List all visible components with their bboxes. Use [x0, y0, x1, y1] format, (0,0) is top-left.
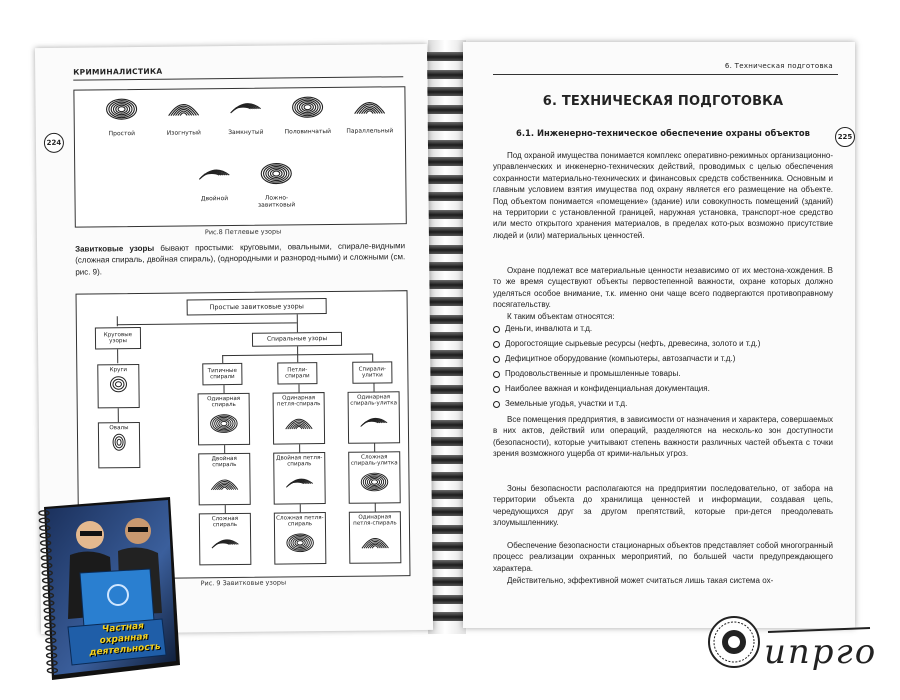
- section-title: 6.1. Инженерно-техническое обеспечение охраны объектов: [516, 128, 810, 138]
- book-cover: [30, 495, 180, 680]
- fingerprint-icon: [166, 95, 200, 119]
- loop-pattern-print: [290, 94, 324, 118]
- fig9-spiral-node: [198, 393, 251, 446]
- fig9-spiral-node: [273, 452, 326, 505]
- fig9-ovals: [98, 422, 140, 468]
- loop-pattern-print: [166, 95, 200, 119]
- fig9-spiral-node: [198, 453, 251, 506]
- fingerprint-icon: [285, 531, 315, 552]
- publisher-logo: [706, 612, 876, 682]
- fingerprint-icon: [108, 376, 128, 394]
- fig9-caption: Рис. 9 Завитковые узоры: [200, 578, 287, 588]
- loop-pattern-print: [197, 161, 231, 185]
- fingerprint-icon: [209, 472, 239, 493]
- fig9-circles-label: Круги: [109, 367, 128, 374]
- fig9-node-label: Одинарная петля-спираль: [276, 395, 321, 408]
- fig9-ovals-label: Овалы: [109, 425, 129, 432]
- fig9-node-label: Одинарная петля-спираль: [353, 514, 397, 528]
- loop-pattern-label: Простой: [108, 130, 136, 138]
- fig9-spiral-node: [348, 391, 401, 444]
- right-page-number: 225: [835, 127, 855, 147]
- fig9-top-node: Простые завитковые узоры: [187, 298, 327, 315]
- loop-pattern-label: Двойной: [200, 195, 229, 203]
- paragraph-1: Под охраной имущества понимается комплекс оперативно-режимных организационно-управленческих и инженерно-технических действий, проводимых с целью обеспечения сохранности материально-технических и финансовых средств собственника. Основным и главным условием взятия имущества под охрану является его размещение на объекте. Под объектом понимается «помещение» (здание) или совокупность помещений (зданий) на территории с установленной границей, наружная установка, транспорт-ное средство или место открытого хранения материалов, в пределах кото-рых возможно присутствие людей и (или) материальных ценностей.: [493, 151, 833, 240]
- loop-pattern-print: [228, 95, 262, 119]
- fig9-node-print: [284, 471, 314, 493]
- fingerprint-icon: [210, 532, 240, 553]
- fingerprint-icon: [228, 95, 262, 119]
- left-header-rule: [73, 76, 403, 80]
- fig9-loop-spirals: Петли-спирали: [277, 362, 317, 384]
- fig9-node-print: [359, 470, 389, 492]
- fig8-caption: Рис.8 Петлевые узоры: [204, 227, 282, 237]
- fingerprint-icon: [104, 96, 138, 120]
- bullet-item: Деньги, инвалюта и т.д.: [505, 323, 833, 334]
- bullet-item: Наиболее важная и конфиденциальная документация.: [505, 383, 833, 394]
- paragraph-5: Зоны безопасности располагаются на предприятии последовательно, от забора на территории объекта до хранилища ценностей и информации, создавая цепь, чередующихся друг за другом препятствий, которые при-дется преодолевать злоумышленнику.: [493, 484, 833, 528]
- fig9-node-print: [210, 532, 240, 554]
- fig9-spiral-group: Спиральные узоры: [252, 332, 342, 347]
- bullet-item: Дефицитное оборудование (компьютеры, автозапчасти и т.д.): [505, 353, 833, 364]
- fig9-node-label: Двойная спираль: [211, 455, 237, 469]
- fig8-box: [73, 86, 406, 227]
- whorl-paragraph: [75, 240, 405, 278]
- bullet-item: Продовольственные и промышленные товары.: [505, 368, 833, 379]
- fingerprint-icon: [360, 530, 390, 551]
- fingerprint-icon: [209, 412, 239, 433]
- fig9-node-print: [209, 472, 239, 494]
- paragraph-7: Действительно, эффективной может считаться лишь такая система ох-: [507, 576, 774, 585]
- paragraph-6: Обеспечение безопасности стационарных объектов представляет собой многогранный процесс реализации охранных мероприятий, по большей части предупреждающего характера.: [493, 541, 833, 573]
- fig9-node-label: Сложная спираль: [211, 515, 239, 529]
- fig9-node-print: [360, 530, 390, 552]
- fig9-node-print: [284, 411, 314, 433]
- fig9-node-print: [209, 412, 239, 434]
- fingerprint-icon: [259, 160, 293, 184]
- fig9-node-print: [285, 531, 315, 553]
- fig9-node-print: [359, 410, 389, 432]
- paragraph-2: Охране подлежат все материальные ценности независимо от их местона-хождения. В то же время существуют объекты первостепенной важности, охране которых должно уделяться особое внимание, т.к. именно они чаще всего подвергаются противоправному посягательству.: [493, 266, 833, 310]
- bullet-item: Дорогостоящие сырьевые ресурсы (нефть, древесина, золото и т.д.): [505, 338, 833, 349]
- fig9-node-label: Сложная спираль-улитка: [350, 454, 398, 468]
- cover-title: Частная охранная деятельность: [88, 621, 161, 659]
- bullet-item: Земельные угодья, участки и т.д.: [505, 398, 833, 409]
- fig9-typical-spirals: Типичные спирали: [202, 363, 242, 385]
- fig9-snail-spirals: Спирали-улитки: [352, 361, 392, 383]
- fig9-spiral-node: [273, 392, 326, 445]
- fig9-spiral-node: [199, 513, 252, 566]
- fig9-spiral-node: [349, 511, 402, 564]
- fig9-circles: [97, 364, 139, 408]
- fingerprint-icon: [284, 411, 314, 432]
- whorl-paragraph-text: бывают простыми: круговыми, овальными, спирале-видными (сложная спираль, двойная спираль), (однородными и разнород-ными) и сложными (см. рис. 9).: [75, 241, 406, 277]
- fingerprint-icon: [109, 434, 129, 452]
- loop-pattern-print: [104, 96, 138, 120]
- left-page-number: 224: [44, 133, 64, 153]
- paragraph-3: К таким объектам относятся:: [507, 312, 615, 321]
- fig9-round-group: Круговые узоры: [95, 327, 141, 349]
- fingerprint-icon: [284, 471, 314, 492]
- fig9-spiral-node: [274, 512, 327, 565]
- fig9-node-label: Сложная петля-спираль: [276, 515, 324, 528]
- fig9-node-label: Одинарная спираль: [207, 395, 241, 409]
- logo-text: ипрго: [764, 632, 878, 672]
- fig9-node-label: Двойная петля-спираль: [276, 455, 323, 468]
- fingerprint-icon: [359, 410, 389, 431]
- loop-pattern-print: [259, 160, 293, 184]
- right-header-rule: [493, 74, 838, 75]
- loop-pattern-label: Замкнутый: [228, 128, 264, 137]
- left-page-header: КРИМИНАЛИСТИКА: [73, 66, 163, 77]
- chapter-title: 6. ТЕХНИЧЕСКАЯ ПОДГОТОВКА: [542, 94, 784, 109]
- loop-pattern-label: Параллельный: [346, 127, 394, 135]
- fingerprint-icon: [352, 93, 386, 117]
- fingerprint-icon: [290, 94, 324, 118]
- loop-pattern-label: Изогнутый: [166, 129, 201, 137]
- loop-pattern-label: Ложно- завитковый: [257, 194, 296, 209]
- fingerprint-icon: [197, 161, 231, 185]
- right-page: [463, 42, 855, 628]
- fig9-node-label: Одинарная спираль-улитка: [350, 394, 398, 408]
- whorl-paragraph-bold: Завитковые узоры: [75, 243, 155, 254]
- right-page-header: 6. Техническая подготовка: [724, 62, 833, 70]
- paragraph-4: Все помещения предприятия, в зависимости от назначения и характера, совершаемых в них актов, действий или операций, разделяются на несколь-ко зон доступности (безопасности), которые учитывают степень важности различных частей объекта с точки зрения возможного ущерба от крими-нальных угроз.: [493, 415, 833, 459]
- loop-pattern-print: [352, 93, 386, 117]
- fig9-spiral-node: [348, 451, 401, 504]
- loop-pattern-label: Половинчатый: [284, 127, 332, 136]
- fingerprint-icon: [359, 470, 389, 491]
